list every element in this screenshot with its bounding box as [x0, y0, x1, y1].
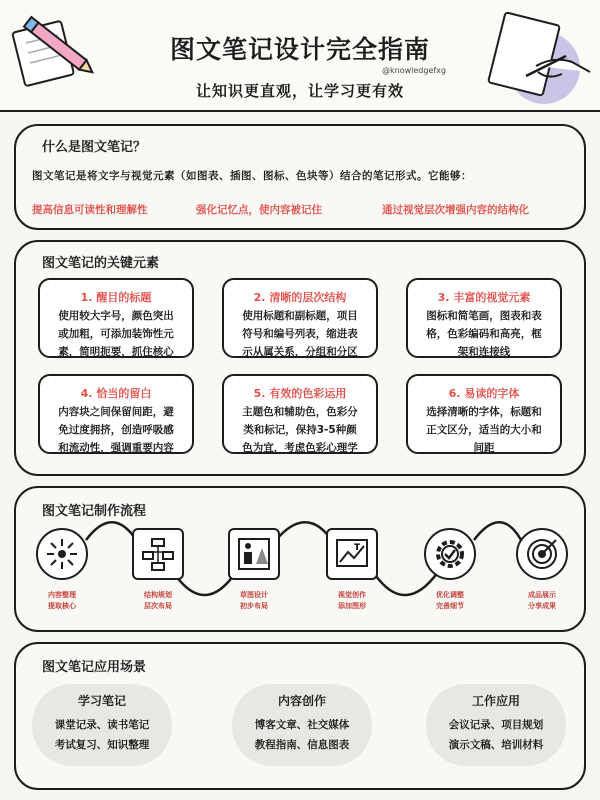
card-heading: 5. 有效的色彩运用	[253, 387, 347, 400]
card-text: 图标和简笔画，图表和表 格，色彩编码和高亮，框 架和连接线	[426, 310, 542, 358]
target-icon	[516, 528, 568, 580]
card-heading: 2. 清晰的层次结构	[253, 291, 347, 304]
what-title: 什么是图文笔记？	[42, 140, 147, 155]
author-handle: @knowledgefxg	[382, 66, 446, 75]
step-label: 草图设计 初步布局	[240, 591, 268, 610]
benefit-item: 通过视觉层次增强内容的结构化	[382, 204, 529, 216]
app-scenario	[232, 684, 372, 766]
step-label: 优化调整 完善细节	[436, 591, 464, 610]
gear-check-icon	[424, 528, 476, 580]
card-text: 使用较大字号，颜色突出 或加粗，可添加装饰性元 素，简明扼要，抓住核心	[58, 310, 174, 358]
page-title: 图文笔记设计完全指南	[169, 35, 430, 64]
card-heading: 1. 醒目的标题	[80, 291, 152, 304]
element-card	[406, 278, 562, 358]
step-label: 视觉创作 添加图形	[338, 591, 366, 610]
card-heading: 6. 易读的字体	[448, 387, 520, 400]
process-step	[30, 528, 94, 612]
process-step	[126, 528, 190, 612]
process-step	[320, 528, 384, 612]
card-text: 选择清晰的字体，标题和 正文区分，适当的大小和 间距	[426, 406, 542, 454]
step-label: 成品展示 分享成果	[528, 591, 556, 610]
what-description: 图文笔记是将文字与视觉元素（如图表、插图、图标、色块等）结合的笔记形式。它能够：	[32, 170, 472, 182]
flowchart-icon	[132, 528, 184, 580]
apps-title: 图文笔记应用场景	[42, 660, 147, 675]
process-step	[222, 528, 286, 612]
step-label: 结构规划 层次布局	[144, 591, 172, 610]
app-scenario	[426, 684, 566, 766]
element-card	[406, 374, 562, 454]
app-scenario	[32, 684, 172, 766]
elements-title: 图文笔记的关键元素	[42, 256, 160, 271]
card-text: 主题色和辅助色，色彩分 类和标记，保持3-5种颜 色为宜，考虑色彩心理学	[242, 406, 358, 454]
app-text: 博客文章、社交媒体 教程指南、信息图表	[254, 719, 350, 751]
process-flow-arrows	[16, 488, 588, 634]
burst-icon	[36, 528, 88, 580]
process-title: 图文笔记制作流程	[42, 504, 147, 519]
element-card	[222, 374, 378, 454]
apps-section	[14, 642, 586, 790]
card-text: 使用标题和副标题，项目 符号和编号列表，缩进表 示从属关系，分组和分区	[242, 310, 358, 358]
element-card	[38, 278, 194, 358]
step-label: 内容整理 提取核心	[48, 591, 76, 610]
sketch-board-icon	[228, 528, 280, 580]
hand-writing-icon	[478, 6, 596, 106]
pencil-notebook-icon	[8, 8, 108, 88]
what-section	[14, 124, 586, 230]
app-text: 会议记录、项目规划 演示文稿、培训材料	[448, 719, 544, 751]
design-canvas-icon	[326, 528, 378, 580]
app-heading: 学习笔记	[77, 694, 126, 708]
card-heading: 3. 丰富的视觉元素	[437, 291, 531, 304]
process-section	[14, 486, 586, 632]
card-text: 内容块之间保留间距，避 免过度拥挤，创造呼吸感 和流动性，强调重要内容	[58, 406, 174, 454]
app-heading: 内容创作	[277, 694, 326, 708]
process-step	[418, 528, 482, 612]
process-step	[510, 528, 574, 612]
benefit-item: 提高信息可读性和理解性	[32, 204, 148, 216]
svg-text:T: T	[354, 543, 361, 553]
element-card	[38, 374, 194, 454]
card-heading: 4. 恰当的留白	[80, 387, 152, 400]
app-text: 课堂记录、读书笔记 考试复习、知识整理	[54, 719, 150, 751]
app-heading: 工作应用	[471, 694, 520, 708]
header	[0, 0, 600, 112]
element-card	[222, 278, 378, 358]
elements-section	[14, 240, 586, 476]
benefit-item: 强化记忆点，使内容被记住	[196, 204, 322, 216]
page-subtitle: 让知识更直观，让学习更有效	[195, 82, 404, 100]
